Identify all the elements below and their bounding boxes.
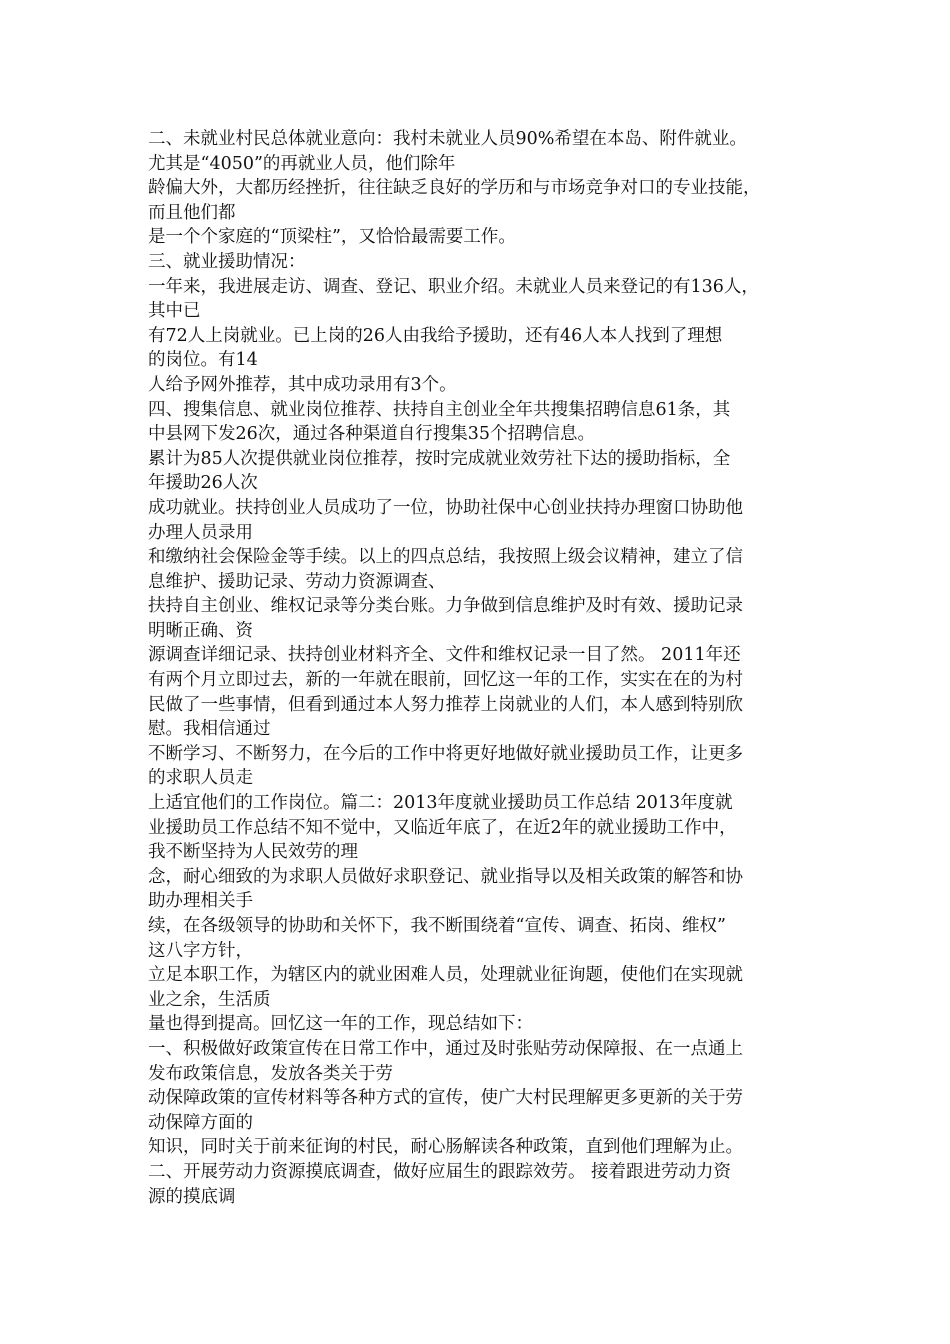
text-line: 有72人上岗就业。已上岗的26人由我给予援助，还有46人本人找到了理想: [148, 325, 723, 346]
text-line: 年援助26人次: [148, 473, 258, 494]
text-line: 二、开展劳动力资源摸底调查，做好应届生的跟踪效劳。 接着跟进劳动力资: [148, 1161, 732, 1182]
text-line: 是一个个家庭的“顶梁柱”，又恰恰最需要工作。: [148, 227, 516, 248]
text-line: 发布政策信息，发放各类关于劳: [148, 1063, 393, 1084]
text-line: 助办理相关手: [148, 891, 253, 912]
text-line: 量也得到提高。回忆这一年的工作，现总结如下：: [148, 1014, 533, 1035]
text-line: 业援助员工作总结不知不觉中，又临近年底了，在近2年的就业援助工作中，: [148, 817, 737, 838]
text-line: 业之余，生活质: [148, 989, 271, 1010]
text-line: 四、搜集信息、就业岗位推荐、扶持自主创业全年共搜集招聘信息61条，其: [148, 399, 731, 420]
text-line: 尤其是“4050”的再就业人员，他们除年: [148, 153, 456, 174]
text-line: 一、积极做好政策宣传在日常工作中，通过及时张贴劳动保障报、在一点通上: [148, 1038, 743, 1059]
text-line: 扶持自主创业、维权记录等分类台账。力争做到信息维护及时有效、援助记录: [148, 596, 743, 617]
text-line: 知识，同时关于前来征询的村民，耐心肠解读各种政策，直到他们理解为止。: [148, 1137, 743, 1158]
text-line: 源调查详细记录、扶持创业材料齐全、文件和维权记录一目了然。 2011年还: [148, 645, 741, 666]
text-line: 人给予网外推荐，其中成功录用有3个。: [148, 374, 457, 395]
document-body: [148, 127, 812, 1209]
text-line: 明晰正确、资: [148, 620, 253, 641]
text-line: 动保障政策的宣传材料等各种方式的宣传，使广大村民理解更多更新的关于劳: [148, 1088, 743, 1109]
text-line: 办理人员录用: [148, 522, 253, 543]
text-line: 和缴纳社会保险金等手续。以上的四点总结，我按照上级会议精神，建立了信: [148, 547, 743, 568]
text-line: 一年来，我进展走访、调查、登记、职业介绍。未就业人员来登记的有136人，: [148, 276, 759, 297]
text-line: 有两个月立即过去，新的一年就在眼前，回忆这一年的工作，实实在在的为村: [148, 670, 743, 691]
text-line: 立足本职工作，为辖区内的就业困难人员，处理就业征询题，使他们在实现就: [148, 965, 743, 986]
text-line: 动保障方面的: [148, 1112, 253, 1133]
text-line: 这八字方针，: [148, 940, 253, 961]
text-line: 上适宜他们的工作岗位。篇二：2013年度就业援助员工作总结 2013年度就: [148, 793, 733, 814]
text-line: 其中已: [148, 301, 201, 322]
text-line: 累计为85人次提供就业岗位推荐，按时完成就业效劳社下达的援助指标，全: [148, 448, 731, 469]
text-line: 民做了一些事情，但看到通过本人努力推荐上岗就业的人们，本人感到特别欣: [148, 694, 743, 715]
text-line: 源的摸底调: [148, 1186, 236, 1207]
text-line: 龄偏大外，大都历经挫折，往往缺乏良好的学历和与市场竞争对口的专业技能，: [148, 178, 761, 199]
text-line: 中县网下发26次，通过各种渠道自行搜集35个招聘信息。: [148, 424, 596, 445]
text-line: 二、未就业村民总体就业意向：我村未就业人员90%希望在本岛、附件就业。: [148, 129, 747, 149]
text-line: 不断学习、不断努力，在今后的工作中将更好地做好就业援助员工作，让更多: [148, 743, 743, 764]
text-line: 的岗位。有14: [148, 350, 258, 371]
text-line: 续，在各级领导的协助和关怀下，我不断围绕着“宣传、调查、拓岗、维权”: [148, 916, 726, 936]
text-line: 成功就业。扶持创业人员成功了一位，协助社保中心创业扶持办理窗口协助他: [148, 497, 743, 518]
text-line: 的求职人员走: [148, 768, 253, 789]
text-line: 慰。我相信通过: [148, 719, 271, 740]
text-line: 我不断坚持为人民效劳的理: [148, 842, 358, 863]
text-line: 而且他们都: [148, 202, 236, 223]
text-line: 三、就业援助情况：: [148, 251, 306, 272]
text-line: 念，耐心细致的为求职人员做好求职登记、就业指导以及相关政策的解答和协: [148, 866, 743, 887]
text-line: 息维护、援助记录、劳动力资源调查、: [148, 571, 446, 592]
